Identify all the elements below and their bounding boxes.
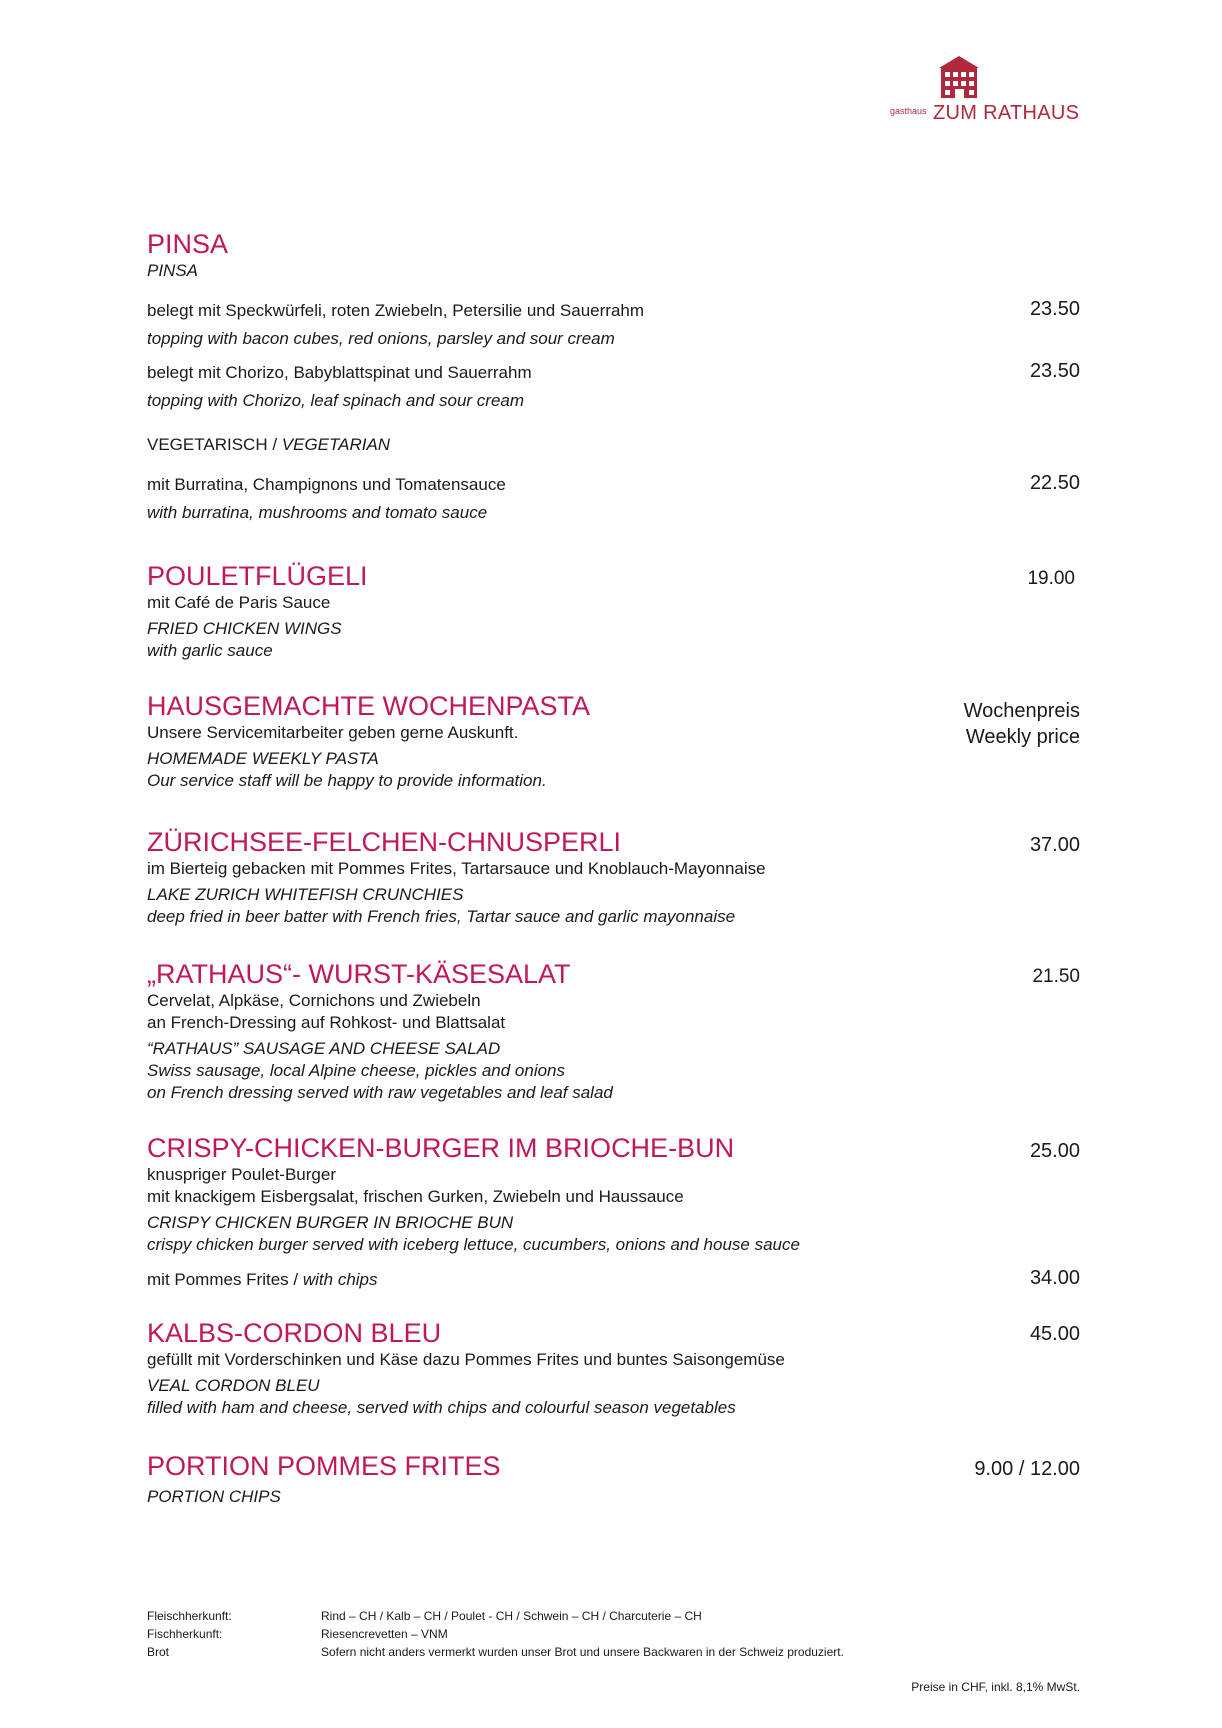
burger-title: CRISPY-CHICKEN-BURGER IM BRIOCHE-BUN [147,1133,735,1163]
fries-price: 9.00 / 12.00 [974,1458,1080,1480]
section-pinsa [147,228,1080,522]
fries-title-en: PORTION CHIPS [147,1487,281,1506]
wings-title-en: FRIED CHICKEN WINGS [147,619,342,638]
item-price: 22.50 [1029,472,1080,494]
salad-title: „RATHAUS“- WURST-KÄSESALAT [147,959,571,989]
origin-label: Fleischherkunft: [147,1609,232,1623]
wings-description-en: with garlic sauce [147,641,273,660]
burger-price: 25.00 [1029,1140,1080,1162]
felchen-title: ZÜRICHSEE-FELCHEN-CHNUSPERLI [147,827,622,857]
section-whitefish [147,826,1080,928]
section-chicken-wings [147,560,1080,662]
burger-extra [147,1269,1080,1291]
salad-description-en: Swiss sausage, local Alpine cheese, pickles and onions [147,1061,566,1080]
cordon-title-en: VEAL CORDON BLEU [147,1376,320,1395]
item-description-en: topping with Chorizo, leaf spinach and sour cream [147,391,525,410]
wings-price: 19.00 [1027,568,1075,589]
pinsa-item [147,474,1080,524]
burger-extra-de: mit Pommes Frites / [147,1270,303,1289]
pinsa-title: PINSA [147,229,229,259]
pasta-description-en: Our service staff will be happy to provide information. [147,771,547,790]
felchen-description-en: deep fried in beer batter with French fries, Tartar sauce and garlic mayonnaise [147,907,736,926]
cordon-description-en: filled with ham and cheese, served with chips and colourful season vegetables [147,1398,736,1417]
vegetarian-label [147,434,390,456]
section-weekly-pasta [147,690,1080,792]
pasta-title-en: HOMEMADE WEEKLY PASTA [147,749,379,768]
section-fries [147,1450,1080,1508]
brand-logo [890,54,1090,134]
felchen-price: 37.00 [1029,834,1080,856]
pinsa-item [147,362,1080,412]
salad-price: 21.50 [1032,966,1080,987]
section-chicken-burger [147,1132,1080,1289]
burger-extra-price: 34.00 [1029,1267,1080,1289]
salad-description-en: on French dressing served with raw vegetables and leaf salad [147,1083,613,1102]
item-price: 23.50 [1029,298,1080,320]
origin-value: Sofern nicht anders vermerkt wurden unser Brot und unsere Backwaren in der Schweiz produziert. [321,1645,844,1659]
salad-title-en: “RATHAUS” SAUSAGE AND CHEESE SALAD [147,1039,501,1058]
felchen-title-en: LAKE ZURICH WHITEFISH CRUNCHIES [147,885,464,904]
item-price: 23.50 [1029,360,1080,382]
burger-description-en: crispy chicken burger served with iceberg lettuce, cucumbers, onions and house sauce [147,1235,800,1254]
burger-title-en: CRISPY CHICKEN BURGER IN BRIOCHE BUN [147,1213,514,1232]
wings-description-de: mit Café de Paris Sauce [147,593,331,612]
fries-title: PORTION POMMES FRITES [147,1451,501,1481]
pinsa-item [147,300,1080,350]
wings-title: POULETFLÜGELI [147,561,368,591]
origin-value: Riesencrevetten – VNM [321,1627,448,1641]
cordon-description-de: gefüllt mit Vorderschinken und Käse dazu Pommes Frites und buntes Saisongemüse [147,1350,785,1369]
origin-label: Fischherkunft: [147,1627,223,1641]
pasta-title: HAUSGEMACHTE WOCHENPASTA [147,691,591,721]
burger-extra-en: with chips [302,1270,378,1289]
salad-description-de: Cervelat, Alpkäse, Cornichons und Zwiebeln [147,991,481,1010]
felchen-description-de: im Bierteig gebacken mit Pommes Frites, Tartarsauce und Knoblauch-Mayonnaise [147,859,766,878]
pasta-price [964,698,1080,750]
item-description-de: mit Burratina, Champignons und Tomatensauce [147,475,506,494]
origin-label: Brot [147,1645,170,1659]
section-sausage-salad [147,958,1080,1104]
origin-value: Rind – CH / Kalb – CH / Poulet - CH / Schwein – CH / Charcuterie – CH [321,1609,702,1623]
item-description-de: belegt mit Chorizo, Babyblattspinat und Sauerrahm [147,363,532,382]
pasta-price-de: Wochenpreis [963,700,1080,722]
vegetarian-label-de: VEGETARISCH / [147,435,282,454]
section-cordon-bleu [147,1317,1080,1419]
item-description-en: topping with bacon cubes, red onions, parsley and sour cream [147,329,615,348]
burger-description-de: mit knackigem Eisbergsalat, frischen Gurken, Zwiebeln und Haussauce [147,1187,684,1206]
brand-name: ZUM RATHAUS [933,102,1080,124]
item-description-en: with burratina, mushrooms and tomato sauce [147,503,488,522]
cordon-title: KALBS-CORDON BLEU [147,1318,442,1348]
brand-small-text: gasthaus [890,106,927,116]
item-description-de: belegt mit Speckwürfeli, roten Zwiebeln, Petersilie und Sauerrahm [147,301,645,320]
cordon-price: 45.00 [1029,1323,1080,1345]
vegetarian-label-en: VEGETARIAN [281,435,391,454]
pinsa-title-en: PINSA [147,261,199,280]
burger-description-de: knuspriger Poulet-Burger [147,1165,336,1184]
salad-description-de: an French-Dressing auf Rohkost- und Blattsalat [147,1013,506,1032]
price-note: Preise in CHF, inkl. 8,1% MwSt. [911,1680,1080,1694]
pasta-description-de: Unsere Servicemitarbeiter geben gerne Auskunft. [147,723,519,742]
building-icon [935,54,983,98]
pasta-price-en: Weekly price [965,726,1080,748]
